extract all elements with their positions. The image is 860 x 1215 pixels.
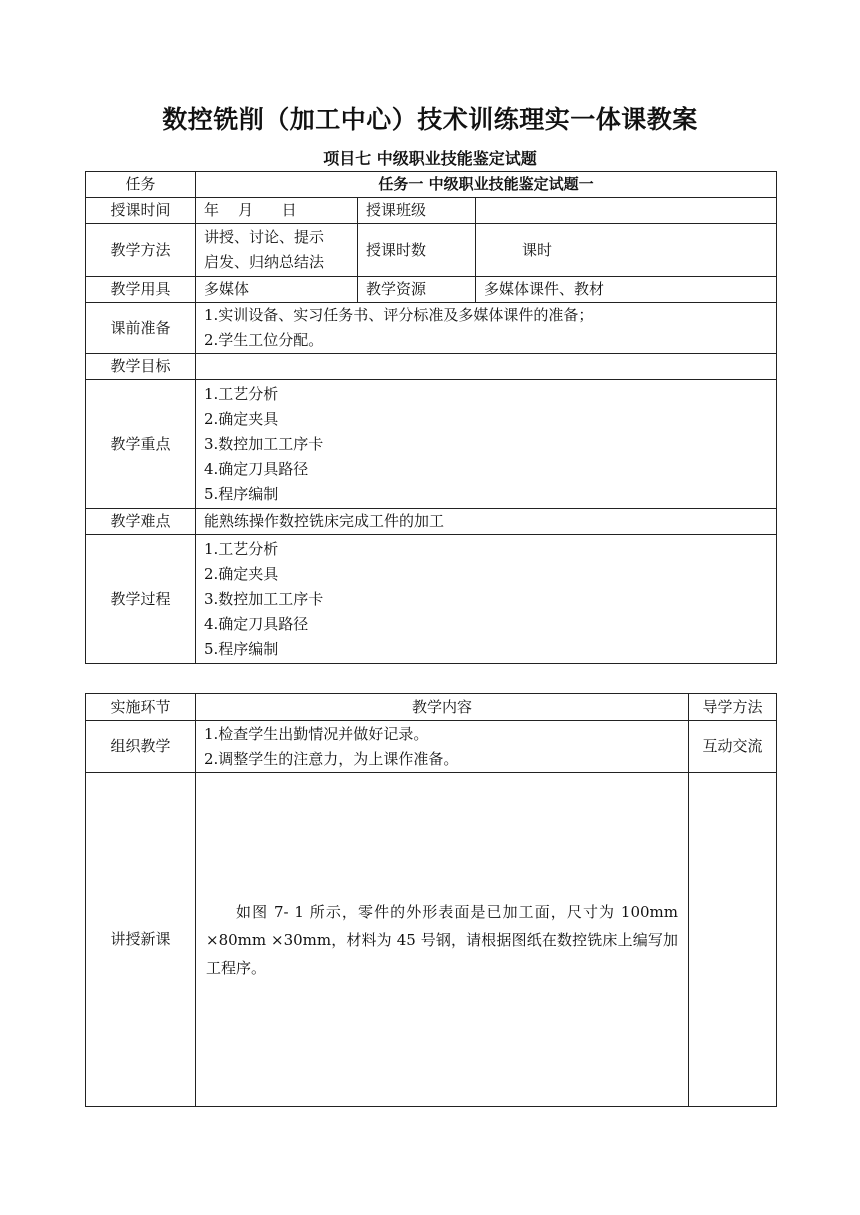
tools-label: 教学用具 xyxy=(86,277,196,303)
goal-label: 教学目标 xyxy=(86,354,196,380)
key-row xyxy=(86,380,777,509)
key-line: 4.确定刀具路径 xyxy=(204,459,309,478)
difficulty-row xyxy=(86,509,777,535)
content-row xyxy=(86,721,777,773)
content-line: 1.检查学生出勤情况并做好记录。 xyxy=(204,724,429,743)
tools-value: 多媒体 xyxy=(196,277,358,303)
document-title: 数控铣削（加工中心）技术训练理实一体课教案 xyxy=(162,105,698,134)
goal-row xyxy=(86,354,777,380)
organize-content xyxy=(196,721,689,773)
process-line: 4.确定刀具路径 xyxy=(204,614,309,633)
time-value: 年 月 日 xyxy=(196,198,358,224)
content-row xyxy=(86,773,777,1107)
time-label: 授课时间 xyxy=(86,198,196,224)
process-line: 5.程序编制 xyxy=(204,639,279,658)
class-value xyxy=(476,198,777,224)
key-value xyxy=(196,380,777,509)
process-value xyxy=(196,535,777,664)
method-organize: 互动交流 xyxy=(689,721,777,773)
key-line: 3.数控加工工序卡 xyxy=(204,434,324,453)
task-value: 任务一 中级职业技能鉴定试题一 xyxy=(196,172,777,198)
process-label: 教学过程 xyxy=(86,535,196,664)
hours-value: 课时 xyxy=(476,224,777,277)
method-value xyxy=(196,224,358,277)
key-line: 2.确定夹具 xyxy=(204,409,279,428)
difficulty-label: 教学难点 xyxy=(86,509,196,535)
method-line: 启发、归纳总结法 xyxy=(204,253,325,271)
teach-content: 如图 7- 1 所示，零件的外形表面是已加工面，尺寸为 100mm ×80mm ×30mm，材料为 45 号钢，请根据图纸在数控铣床上编写加工程序。 xyxy=(196,773,689,1107)
content-line: 2.调整学生的注意力，为上课作准备。 xyxy=(204,749,459,768)
key-line: 5.程序编制 xyxy=(204,484,279,503)
prep-value xyxy=(196,303,777,354)
process-line: 1.工艺分析 xyxy=(204,539,279,558)
key-label: 教学重点 xyxy=(86,380,196,509)
stage-organize: 组织教学 xyxy=(86,721,196,773)
method-teach xyxy=(689,773,777,1107)
class-label: 授课班级 xyxy=(358,198,476,224)
document-subtitle: 项目七 中级职业技能鉴定试题 xyxy=(323,149,537,168)
header-stage: 实施环节 xyxy=(86,694,196,721)
time-row xyxy=(86,198,777,224)
process-line: 3.数控加工工序卡 xyxy=(204,589,324,608)
resource-value: 多媒体课件、教材 xyxy=(476,277,777,303)
process-line: 2.确定夹具 xyxy=(204,564,279,583)
stage-teach: 讲授新课 xyxy=(86,773,196,1107)
content-header-row xyxy=(86,694,777,721)
goal-value xyxy=(196,354,777,380)
method-line: 讲授、讨论、提示 xyxy=(204,228,325,246)
method-row xyxy=(86,224,777,277)
difficulty-value: 能熟练操作数控铣床完成工件的加工 xyxy=(196,509,777,535)
task-label: 任务 xyxy=(86,172,196,198)
hours-label: 授课时数 xyxy=(358,224,476,277)
prep-label: 课前准备 xyxy=(86,303,196,354)
method-label: 教学方法 xyxy=(86,224,196,277)
header-content: 教学内容 xyxy=(196,694,689,721)
header-method: 导学方法 xyxy=(689,694,777,721)
task-row xyxy=(86,172,777,198)
process-row xyxy=(86,535,777,664)
lesson-content-table xyxy=(85,693,777,1107)
tools-row xyxy=(86,277,777,303)
prep-line: 1.实训设备、实习任务书、评分标准及多媒体课件的准备； xyxy=(204,306,594,324)
key-line: 1.工艺分析 xyxy=(204,384,279,403)
lesson-info-table xyxy=(85,171,777,664)
prep-line: 2.学生工位分配。 xyxy=(204,331,324,349)
resource-label: 教学资源 xyxy=(358,277,476,303)
prep-row xyxy=(86,303,777,354)
